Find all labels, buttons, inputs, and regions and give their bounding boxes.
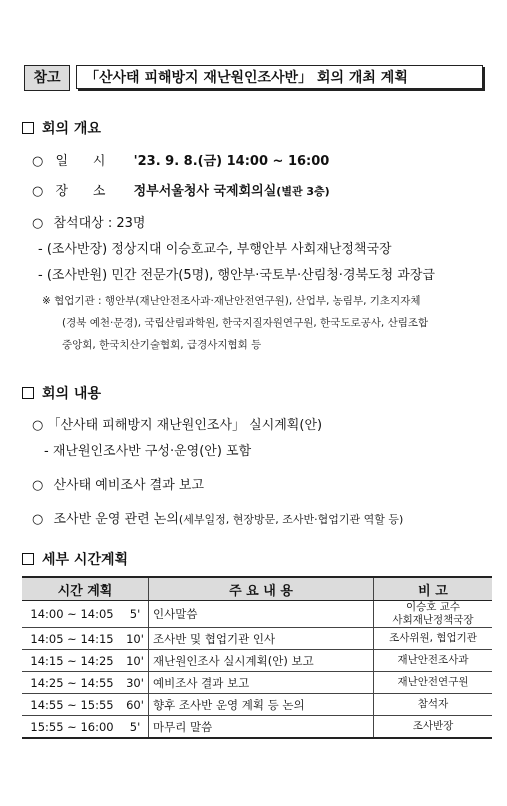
square-bullet-icon — [22, 387, 34, 399]
circle-bullet-icon: ○ — [32, 154, 44, 169]
section-schedule-title: 세부 시간계획 — [42, 552, 129, 568]
members-label: (조사반원) — [46, 268, 108, 283]
section-overview-heading — [22, 118, 101, 138]
row-note — [374, 672, 493, 694]
date-row — [32, 150, 329, 169]
row-note-line1: 조사위원, 협업기관 — [389, 632, 477, 644]
circle-bullet-icon: ○ — [32, 184, 44, 199]
schedule-table — [22, 576, 492, 739]
content-item-3 — [32, 508, 403, 527]
table-row — [22, 601, 492, 628]
header-content: 주 요 내 용 — [149, 577, 374, 601]
row-note-line1: 재난안전연구원 — [397, 676, 469, 688]
content-item-1-sub: - 재난원인조사반 구성·운영(안) 포함 — [44, 444, 252, 459]
leader-row: - (조사반장) 정상지대 이승호교수, 부행안부 사회재난정책국장 — [38, 242, 392, 257]
place-value: 정부서울청사 국제회의실 — [133, 184, 277, 199]
content-item-2 — [32, 474, 204, 493]
content-item-2-text: 산사태 예비조사 결과 보고 — [53, 478, 205, 493]
members-row: - (조사반원) 민간 전문가(5명), 행안부·국토부·산림청·경북도청 과장급 — [38, 268, 435, 283]
row-duration: 10' — [122, 628, 149, 650]
date-label: 일 시 — [55, 154, 106, 169]
table-row — [22, 716, 492, 739]
place-row — [32, 180, 330, 199]
document-title: 「산사태 피해방지 재난원인조사반」 회의 개최 계획 — [76, 65, 483, 89]
content-item-1 — [32, 414, 322, 433]
square-bullet-icon — [22, 553, 34, 565]
partner-note-line2: (경북 예천·문경), 국립산림과학원, 한국지질자원연구원, 한국도로공사, 산림조합 — [62, 317, 429, 329]
reference-tag: 참고 — [24, 65, 70, 91]
square-bullet-icon — [22, 122, 34, 134]
section-schedule-heading — [22, 549, 128, 569]
row-note-line1: 조사반장 — [412, 720, 454, 732]
section-content-heading — [22, 383, 101, 403]
table-row — [22, 694, 492, 716]
circle-bullet-icon: ○ — [32, 512, 44, 527]
row-content: 마무리 말씀 — [149, 716, 374, 739]
attendees-row: ○ 참석대상 : 23명 — [32, 216, 146, 231]
circle-bullet-icon: ○ — [32, 418, 44, 433]
row-note — [374, 601, 493, 628]
row-time: 14:25 ~ 14:55 — [22, 672, 122, 694]
row-note-line1: 재난안전조사과 — [397, 654, 469, 666]
content-item-3-text: 조사반 운영 관련 논의 — [53, 512, 179, 527]
row-content: 인사말씀 — [149, 601, 374, 628]
partner-note-line3: 중앙회, 한국치산기술협회, 급경사지협회 등 — [62, 339, 262, 351]
partner-note-line1: ※ 협업기관 : 행안부(재난안전조사과·재난안전연구원), 산업부, 농림부, 기초지자체 — [42, 295, 421, 307]
row-content: 조사반 및 협업기관 인사 — [149, 628, 374, 650]
section-overview-title: 회의 개요 — [42, 121, 101, 137]
row-time: 14:15 ~ 14:25 — [22, 650, 122, 672]
place-extra: (별관 3층) — [276, 185, 330, 198]
header-note: 비 고 — [374, 577, 493, 601]
place-label: 장 소 — [55, 184, 106, 199]
row-content: 재난원인조사 실시계획(안) 보고 — [149, 650, 374, 672]
row-note-line1: 참석자 — [417, 698, 449, 710]
row-note — [374, 716, 493, 739]
row-time: 14:05 ~ 14:15 — [22, 628, 122, 650]
date-value: '23. 9. 8.(금) 14:00 ~ 16:00 — [133, 154, 330, 169]
row-duration: 30' — [122, 672, 149, 694]
members-value: 민간 전문가(5명), 행안부·국토부·산림청·경북도청 과장급 — [111, 268, 435, 283]
row-duration: 10' — [122, 650, 149, 672]
section-content-title: 회의 내용 — [42, 386, 101, 402]
row-time: 14:55 ~ 15:55 — [22, 694, 122, 716]
row-content: 향후 조사반 운영 계획 등 논의 — [149, 694, 374, 716]
attendees-label: 참석대상 — [53, 216, 104, 231]
row-note-line1: 이승호 교수 — [405, 601, 461, 613]
row-duration: 5' — [122, 601, 149, 628]
leader-value: 정상지대 이승호교수, 부행안부 사회재난정책국장 — [111, 242, 392, 257]
row-note — [374, 650, 493, 672]
leader-label: (조사반장) — [46, 242, 108, 257]
attendees-value: 23명 — [116, 216, 146, 231]
row-note — [374, 628, 493, 650]
table-header-row — [22, 577, 492, 601]
table-row — [22, 672, 492, 694]
row-content: 예비조사 결과 보고 — [149, 672, 374, 694]
content-item-3-extra: (세부일정, 현장방문, 조사반·협업기관 역할 등) — [178, 513, 404, 526]
row-time: 14:00 ~ 14:05 — [22, 601, 122, 628]
row-note — [374, 694, 493, 716]
row-duration: 5' — [122, 716, 149, 739]
row-time: 15:55 ~ 16:00 — [22, 716, 122, 739]
table-row — [22, 628, 492, 650]
header-time: 시간 계획 — [22, 577, 149, 601]
row-note-line2: 사회재난정책국장 — [392, 614, 474, 626]
row-duration: 60' — [122, 694, 149, 716]
table-row — [22, 650, 492, 672]
content-item-1-text: 「산사태 피해방지 재난원인조사」 실시계획(안) — [47, 418, 323, 433]
circle-bullet-icon: ○ — [32, 478, 44, 493]
circle-bullet-icon: ○ — [32, 216, 44, 231]
